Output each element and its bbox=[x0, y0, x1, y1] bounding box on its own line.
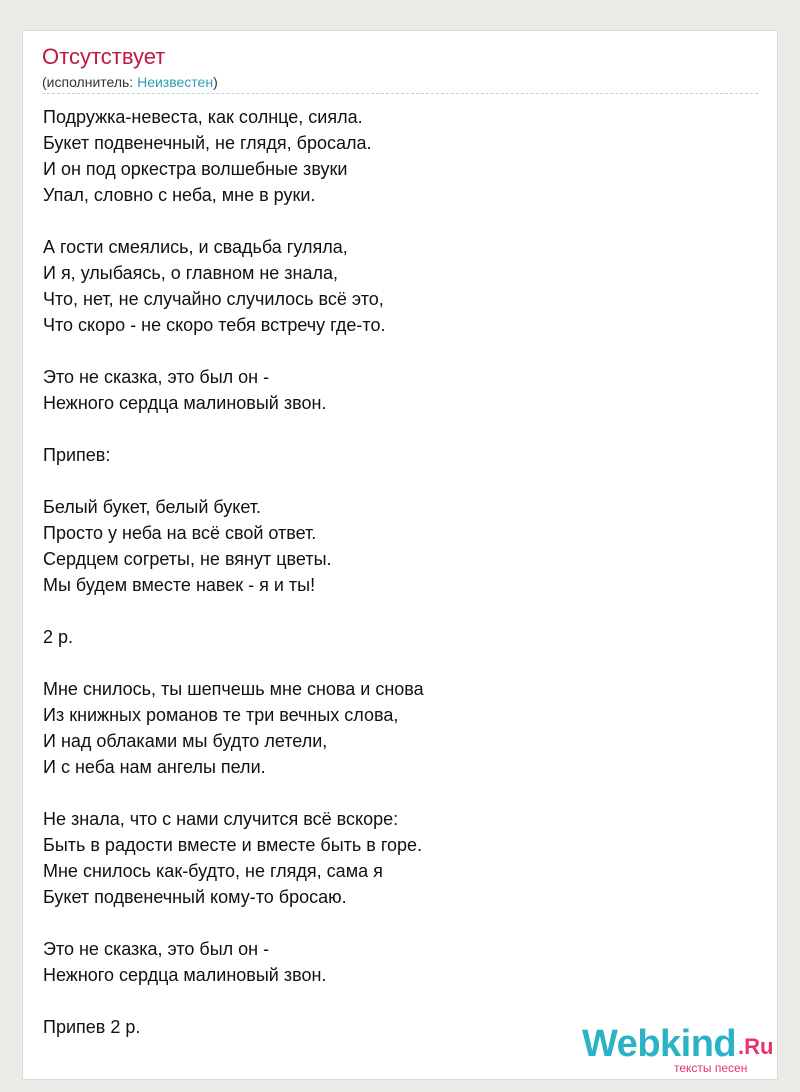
lyrics-blank-line bbox=[43, 468, 743, 494]
lyrics-line: И он под оркестра волшебные звуки bbox=[43, 159, 348, 179]
lyrics-line: И я, улыбаясь, о главном не знала, bbox=[43, 263, 339, 283]
webkind-logo[interactable] bbox=[582, 1024, 782, 1074]
lyrics-blank-line bbox=[43, 780, 743, 806]
lyrics-line: Букет подвенечный, не глядя, бросала. bbox=[43, 133, 372, 153]
lyrics-line: Быть в радости вместе и вместе быть в горе. bbox=[43, 835, 423, 855]
lyrics-line: Что скоро - не скоро тебя встречу где-то. bbox=[43, 315, 386, 335]
lyrics-line: Мы будем вместе навек - я и ты! bbox=[43, 575, 316, 595]
lyrics-blank-line bbox=[43, 910, 743, 936]
lyrics-blank-line bbox=[43, 650, 743, 676]
lyrics-line: Это не сказка, это был он - bbox=[43, 939, 270, 959]
artist-prefix: (исполнитель: bbox=[42, 74, 138, 90]
logo-word: Webkind bbox=[582, 1023, 737, 1065]
lyrics-line: И с неба нам ангелы пели. bbox=[43, 757, 266, 777]
lyrics-blank-line bbox=[43, 598, 743, 624]
lyrics-line: Подружка-невеста, как солнце, сияла. bbox=[43, 107, 363, 127]
lyrics-text bbox=[43, 104, 743, 1040]
lyrics-line: Букет подвенечный кому-то бросаю. bbox=[43, 887, 347, 907]
lyrics-blank-line bbox=[43, 208, 743, 234]
logo-tagline: тексты песен bbox=[674, 1061, 748, 1075]
lyrics-line: Мне снилось как-будто, не глядя, сама я bbox=[43, 861, 383, 881]
lyrics-line: А гости смеялись, и свадьба гуляла, bbox=[43, 237, 348, 257]
lyrics-line: Сердцем согреты, не вянут цветы. bbox=[43, 549, 332, 569]
song-title: Отсутствует bbox=[42, 44, 166, 69]
lyrics-blank-line bbox=[43, 988, 743, 1014]
lyrics-line: Мне снилось, ты шепчешь мне снова и снова bbox=[43, 679, 424, 699]
lyrics-line: Белый букет, белый букет. bbox=[43, 497, 262, 517]
lyrics-line: Из книжных романов те три вечных слова, bbox=[43, 705, 399, 725]
lyrics-blank-line bbox=[43, 338, 743, 364]
lyrics-line: Припев 2 р. bbox=[43, 1017, 141, 1037]
lyrics-blank-line bbox=[43, 416, 743, 442]
lyrics-line: Припев: bbox=[43, 445, 111, 465]
lyrics-line: Нежного сердца малиновый звон. bbox=[43, 965, 327, 985]
logo-domain: .Ru bbox=[738, 1034, 774, 1059]
lyrics-line: Просто у неба на всё свой ответ. bbox=[43, 523, 317, 543]
lyrics-line: 2 р. bbox=[43, 627, 74, 647]
lyrics-line: Упал, словно с неба, мне в руки. bbox=[43, 185, 316, 205]
lyrics-line: Не знала, что с нами случится всё вскоре: bbox=[43, 809, 399, 829]
artist-link[interactable]: Неизвестен bbox=[137, 74, 214, 90]
lyrics-line: Это не сказка, это был он - bbox=[43, 367, 270, 387]
title-divider bbox=[42, 93, 758, 94]
lyrics-line: И над облаками мы будто летели, bbox=[43, 731, 328, 751]
artist-line bbox=[42, 73, 218, 91]
lyrics-line: Нежного сердца малиновый звон. bbox=[43, 393, 327, 413]
lyrics-line: Что, нет, не случайно случилось всё это, bbox=[43, 289, 384, 309]
artist-suffix: ) bbox=[213, 74, 218, 90]
